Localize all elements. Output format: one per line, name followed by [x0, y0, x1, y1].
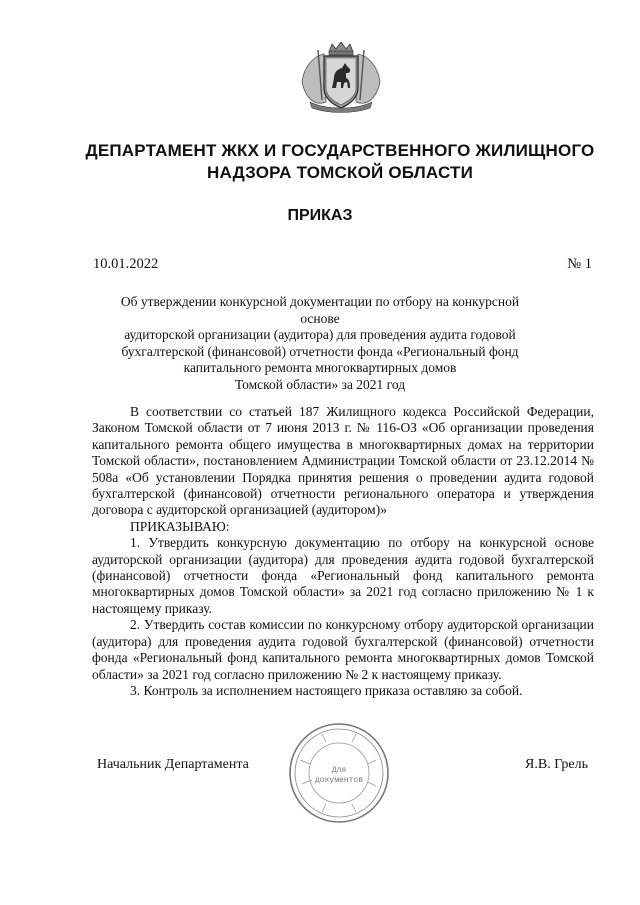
department-title-line2: НАДЗОРА ТОМСКОЙ ОБЛАСТИ [206, 163, 474, 182]
department-title-line1: ДЕПАРТАМЕНТ ЖКХ И ГОСУДАРСТВЕННОГО ЖИЛИЩНОГО [85, 141, 595, 160]
subject-line: Томской области» за 2021 год [234, 376, 406, 392]
order-item-3: 3. Контроль за исполнением настоящего приказа оставляю за собой. [130, 682, 523, 698]
subject-line: бухгалтерской (финансовой) отчетности фонда «Региональный фонд [121, 343, 519, 359]
preamble-paragraph: В соответствии со статьей 187 Жилищного кодекса Российской Федерации, Законом Томской области от 7 июня 2013 г. № 116-ОЗ «Об организации проведения капитального ремонта общего имущества в многоквартирных домах на территории Томской области», постановлением Администрации Томской области от 23.12.2014 № 508а «Об установлении Порядка принятия решения о проведении аудита годовой бухгалтерской (финансовой) отчетности регионального оператора и утверждения договора с аудиторской организацией (аудитором)» [92, 404, 594, 518]
round-stamp-icon [288, 722, 390, 824]
document-number: № 1 [567, 256, 592, 272]
svg-text:документов: документов [314, 776, 364, 785]
tomsk-oblast-coat-of-arms-icon [296, 42, 386, 114]
signer-name: Я.В. Грель [525, 757, 588, 772]
order-item-1: 1. Утвердить конкурсную документацию по отбору на конкурсной основе аудиторской организации (аудитора) для проведения аудита годовой бухгалтерской (финансовой) отчетности фонда «Региональный фонд капитального ремонта многоквартирных домов Томской области» за 2021 год согласно приложению № 1 к настоящему приказу. [92, 535, 594, 616]
document-type: ПРИКАЗ [287, 207, 353, 224]
order-item-2: 2. Утвердить состав комиссии по конкурсному отбору аудиторской организации (аудитора) для проведения аудита годовой бухгалтерской (финансовой) отчетности фонда «Региональный фонд капитального ремонта многоквартирных домов Томской области» за 2021 год согласно приложению № 2 к настоящему приказу. [92, 617, 594, 682]
subject-line: аудиторской организации (аудитора) для проведения аудита годовой [124, 327, 516, 342]
order-word: ПРИКАЗЫВАЮ: [130, 518, 230, 534]
svg-text:Для: Для [331, 766, 347, 775]
document-body [92, 404, 594, 699]
subject-line: капитального ремонта многоквартирных домов [183, 360, 457, 375]
subject-line: Об утверждении конкурсной документации по отбору на конкурсной основе [120, 294, 520, 326]
document-subject [100, 294, 540, 393]
document-date: 10.01.2022 [93, 256, 159, 272]
signer-position: Начальник Департамента [97, 757, 249, 772]
department-title [60, 140, 620, 184]
